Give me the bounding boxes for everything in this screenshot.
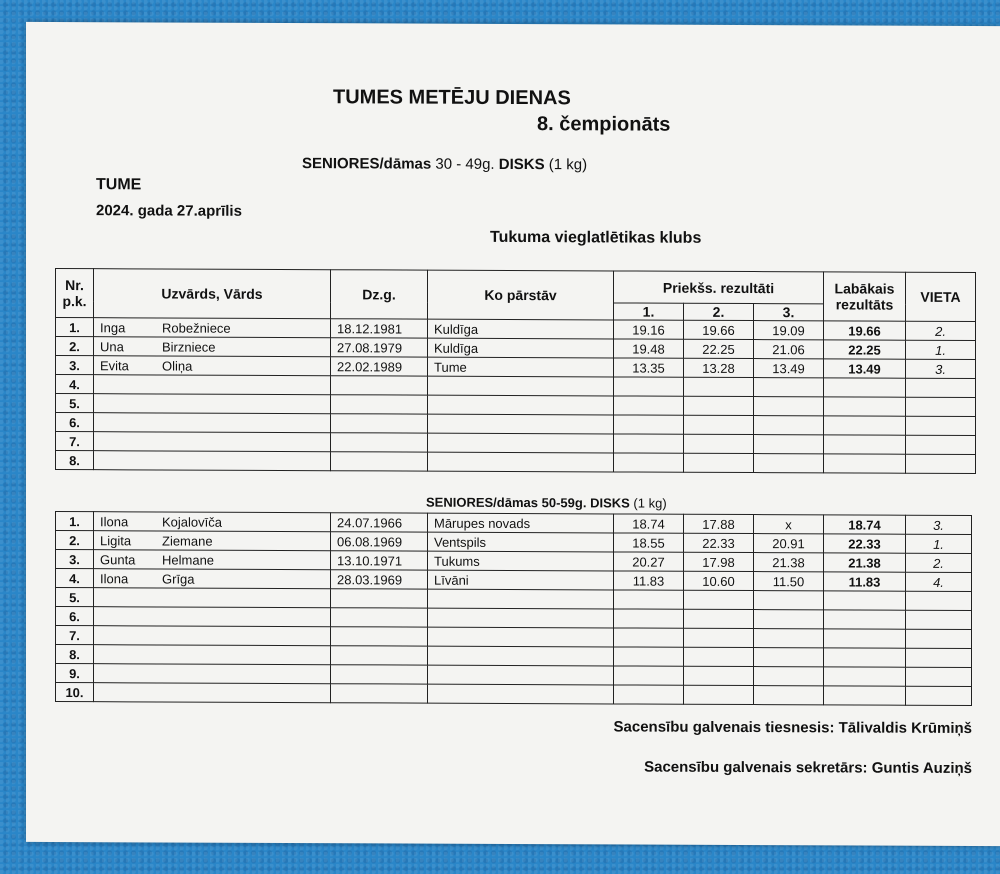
best-result: 11.83: [824, 572, 906, 591]
best-result: [824, 416, 906, 435]
best-result: 22.33: [824, 534, 906, 553]
row-number: 2.: [56, 337, 94, 356]
event2-group: SENIORES/dāmas: [426, 494, 538, 511]
first-name: Gunta: [100, 551, 136, 567]
birth-date: [331, 665, 428, 684]
attempt-2: 10.60: [684, 571, 754, 590]
represents: Ventspils: [428, 532, 614, 552]
athlete-name: [94, 531, 331, 551]
best-result: 13.49: [824, 359, 906, 378]
athlete-name: [94, 318, 331, 338]
athlete-name: [94, 356, 331, 376]
attempt-2: [684, 628, 754, 647]
row-number: 2.: [56, 531, 94, 550]
col-nr-label: Nr.: [65, 277, 84, 294]
athlete-name: [94, 626, 331, 646]
row-number: 7.: [56, 626, 94, 645]
col-place: VIETA: [906, 272, 976, 321]
attempt-1: 13.35: [614, 358, 684, 377]
final-place: 1.: [906, 340, 976, 359]
athlete-name: [94, 337, 331, 357]
attempt-3: [754, 591, 824, 610]
represents: Kuldīga: [428, 319, 614, 339]
row-number: 8.: [56, 451, 94, 470]
final-place: [906, 454, 976, 473]
athlete-name: [94, 375, 331, 395]
attempt-2: [684, 609, 754, 628]
attempt-2: [684, 453, 754, 472]
last-name: Ziemane: [162, 532, 213, 549]
first-name: Ligita: [100, 532, 132, 548]
attempt-3: 11.50: [754, 572, 824, 591]
represents: [428, 608, 614, 628]
attempt-2: [684, 434, 754, 453]
attempt-1: [614, 685, 684, 704]
represents: [428, 433, 614, 453]
birth-date: [331, 646, 428, 665]
athlete-name: [94, 550, 331, 570]
col-pk-label: p.k.: [62, 293, 87, 310]
attempt-3: [754, 435, 824, 454]
row-number: 10.: [56, 683, 94, 702]
best-result: [824, 667, 906, 686]
athlete-name: [94, 512, 331, 532]
best-result: [824, 591, 906, 610]
birth-date: [331, 589, 428, 608]
row-number: 1.: [56, 318, 94, 337]
attempt-3: [754, 667, 824, 686]
col-name: Uzvārds, Vārds: [94, 269, 331, 319]
best-result: 22.25: [824, 340, 906, 359]
attempt-3: 21.38: [754, 553, 824, 572]
attempt-3: [754, 416, 824, 435]
attempt-1: [614, 377, 684, 396]
attempt-1: 19.16: [614, 320, 684, 339]
birth-date: [331, 627, 428, 646]
first-name: Una: [100, 338, 124, 354]
event2-age: 50-59g.: [541, 495, 587, 511]
attempt-2: [684, 590, 754, 609]
birth-date: [331, 452, 428, 471]
row-number: 9.: [56, 664, 94, 683]
attempt-3: 19.09: [754, 321, 824, 340]
row-number: 1.: [56, 512, 94, 531]
row-number: 6.: [56, 607, 94, 626]
event-heading-group1: [302, 155, 587, 173]
attempt-3: 21.06: [754, 340, 824, 359]
athlete-name: [94, 588, 331, 608]
table-row: [56, 683, 972, 706]
represents: Kuldīga: [428, 338, 614, 358]
birth-date: 06.08.1969: [331, 532, 428, 551]
attempt-2: [684, 647, 754, 666]
col-nr: [56, 269, 94, 318]
organizer-club: Tukuma vieglatlētikas klubs: [490, 228, 702, 247]
represents: [428, 665, 614, 685]
event-heading-group2: [426, 495, 667, 511]
athlete-name: [94, 664, 331, 684]
row-number: 3.: [56, 356, 94, 375]
final-place: [906, 686, 972, 705]
attempt-1: [614, 453, 684, 472]
event2-weight: (1 kg): [633, 495, 667, 511]
last-name: Helmane: [162, 551, 215, 568]
row-number: 5.: [56, 394, 94, 413]
attempt-2: 13.28: [684, 358, 754, 377]
event2-discipline: DISKS: [590, 495, 630, 511]
last-name: Kojalovīča: [162, 513, 222, 530]
table-row: [56, 451, 976, 474]
athlete-name: [94, 432, 331, 452]
attempt-2: [684, 377, 754, 396]
birth-date: [331, 395, 428, 414]
athlete-name: [94, 569, 331, 589]
birth-date: [331, 684, 428, 703]
final-place: [906, 378, 976, 397]
athlete-name: [94, 413, 331, 433]
col-attempt-3: 3.: [754, 304, 824, 321]
final-place: 4.: [906, 572, 972, 591]
col-represents: Ko pārstāv: [428, 270, 614, 320]
row-number: 7.: [56, 432, 94, 451]
represents: [428, 646, 614, 666]
attempt-1: [614, 628, 684, 647]
attempt-1: [614, 415, 684, 434]
represents: [428, 395, 614, 415]
col-best: [824, 272, 906, 321]
last-name: Robežniece: [162, 319, 231, 336]
attempt-3: [754, 397, 824, 416]
represents: [428, 627, 614, 647]
birth-date: 27.08.1979: [331, 338, 428, 357]
represents: [428, 452, 614, 472]
represents: Mārupes novads: [428, 513, 614, 533]
championship-subtitle: 8. čempionāts: [537, 113, 671, 136]
athlete-name: [94, 683, 331, 703]
attempt-2: [684, 666, 754, 685]
represents: Tukums: [428, 551, 614, 571]
best-result: 19.66: [824, 321, 906, 340]
event-age: 30 - 49g.: [435, 155, 495, 173]
attempt-1: [614, 434, 684, 453]
athlete-name: [94, 394, 331, 414]
final-place: 1.: [906, 534, 972, 553]
final-place: [906, 435, 976, 454]
row-number: 4.: [56, 569, 94, 588]
final-place: 3.: [906, 515, 972, 534]
attempt-3: 20.91: [754, 534, 824, 553]
attempt-2: 19.66: [684, 320, 754, 339]
last-name: Oliņa: [162, 357, 193, 374]
attempt-1: 20.27: [614, 552, 684, 571]
birth-date: [331, 376, 428, 395]
best-result: [824, 629, 906, 648]
attempt-2: [684, 685, 754, 704]
final-place: [906, 591, 972, 610]
attempt-2: 17.88: [684, 514, 754, 533]
attempt-3: 13.49: [754, 359, 824, 378]
best-result: [824, 686, 906, 705]
row-number: 8.: [56, 645, 94, 664]
page-title: TUMES METĒJU DIENAS: [333, 86, 571, 110]
birth-date: 24.07.1966: [331, 513, 428, 532]
birth-date: 13.10.1971: [331, 551, 428, 570]
row-number: 4.: [56, 375, 94, 394]
final-place: [906, 629, 972, 648]
chief-secretary: Sacensību galvenais sekretārs: Guntis Auziņš: [644, 758, 972, 778]
attempt-3: [754, 686, 824, 705]
col-prelim: Priekšs. rezultāti: [614, 271, 824, 304]
attempt-1: [614, 647, 684, 666]
final-place: [906, 648, 972, 667]
athlete-name: [94, 645, 331, 665]
attempt-1: [614, 396, 684, 415]
attempt-3: [754, 610, 824, 629]
last-name: Birzniece: [162, 338, 216, 355]
event-discipline: DISKS: [498, 155, 545, 174]
attempt-1: 18.55: [614, 533, 684, 552]
final-place: [906, 667, 972, 686]
last-name: Grīga: [162, 570, 195, 587]
represents: [428, 414, 614, 434]
event-date: 2024. gada 27.aprīlis: [96, 202, 242, 220]
col-best-label-2: rezultāts: [835, 296, 894, 313]
final-place: 2.: [906, 553, 972, 572]
attempt-3: [754, 629, 824, 648]
represents: [428, 376, 614, 396]
final-place: [906, 610, 972, 629]
first-name: Evita: [100, 357, 129, 373]
attempt-2: 17.98: [684, 552, 754, 571]
attempt-3: [754, 648, 824, 667]
attempt-1: 11.83: [614, 571, 684, 590]
represents: Tume: [428, 357, 614, 377]
best-result: 21.38: [824, 553, 906, 572]
attempt-1: [614, 666, 684, 685]
first-name: Ilona: [100, 570, 129, 586]
best-result: [824, 610, 906, 629]
birth-date: 18.12.1981: [331, 319, 428, 338]
final-place: [906, 416, 976, 435]
col-attempt-1: 1.: [614, 303, 684, 320]
chief-judge: Sacensību galvenais tiesnesis: Tālivaldis Krūmiņš: [613, 718, 972, 738]
birth-date: [331, 414, 428, 433]
results-table-group1: [55, 268, 976, 474]
attempt-3: x: [754, 515, 824, 534]
athlete-name: [94, 607, 331, 627]
attempt-2: 22.25: [684, 339, 754, 358]
attempt-1: [614, 609, 684, 628]
birth-date: 22.02.1989: [331, 357, 428, 376]
best-result: [824, 454, 906, 473]
attempt-2: [684, 415, 754, 434]
attempt-3: [754, 378, 824, 397]
birth-date: [331, 433, 428, 452]
row-number: 3.: [56, 550, 94, 569]
attempt-1: 19.48: [614, 339, 684, 358]
represents: [428, 589, 614, 609]
first-name: Inga: [100, 319, 126, 335]
best-result: [824, 435, 906, 454]
athlete-name: [94, 451, 331, 471]
best-result: 18.74: [824, 515, 906, 534]
best-result: [824, 397, 906, 416]
row-number: 5.: [56, 588, 94, 607]
results-sheet: [26, 22, 1000, 846]
represents: Līvāni: [428, 570, 614, 590]
col-dob: Dz.g.: [331, 270, 428, 319]
event-group: SENIORES/dāmas: [302, 155, 432, 173]
attempt-1: 18.74: [614, 514, 684, 533]
venue: TUME: [96, 176, 142, 194]
attempt-1: [614, 590, 684, 609]
best-result: [824, 648, 906, 667]
birth-date: 28.03.1969: [331, 570, 428, 589]
attempt-2: 22.33: [684, 533, 754, 552]
final-place: 2.: [906, 321, 976, 340]
best-result: [824, 378, 906, 397]
attempt-2: [684, 396, 754, 415]
birth-date: [331, 608, 428, 627]
first-name: Ilona: [100, 513, 129, 529]
col-attempt-2: 2.: [684, 303, 754, 320]
represents: [428, 684, 614, 704]
attempt-3: [754, 454, 824, 473]
final-place: 3.: [906, 359, 976, 378]
row-number: 6.: [56, 413, 94, 432]
results-table-group2: [55, 511, 972, 706]
final-place: [906, 397, 976, 416]
event-weight: (1 kg): [548, 156, 588, 174]
col-best-label-1: Labākais: [834, 280, 895, 297]
